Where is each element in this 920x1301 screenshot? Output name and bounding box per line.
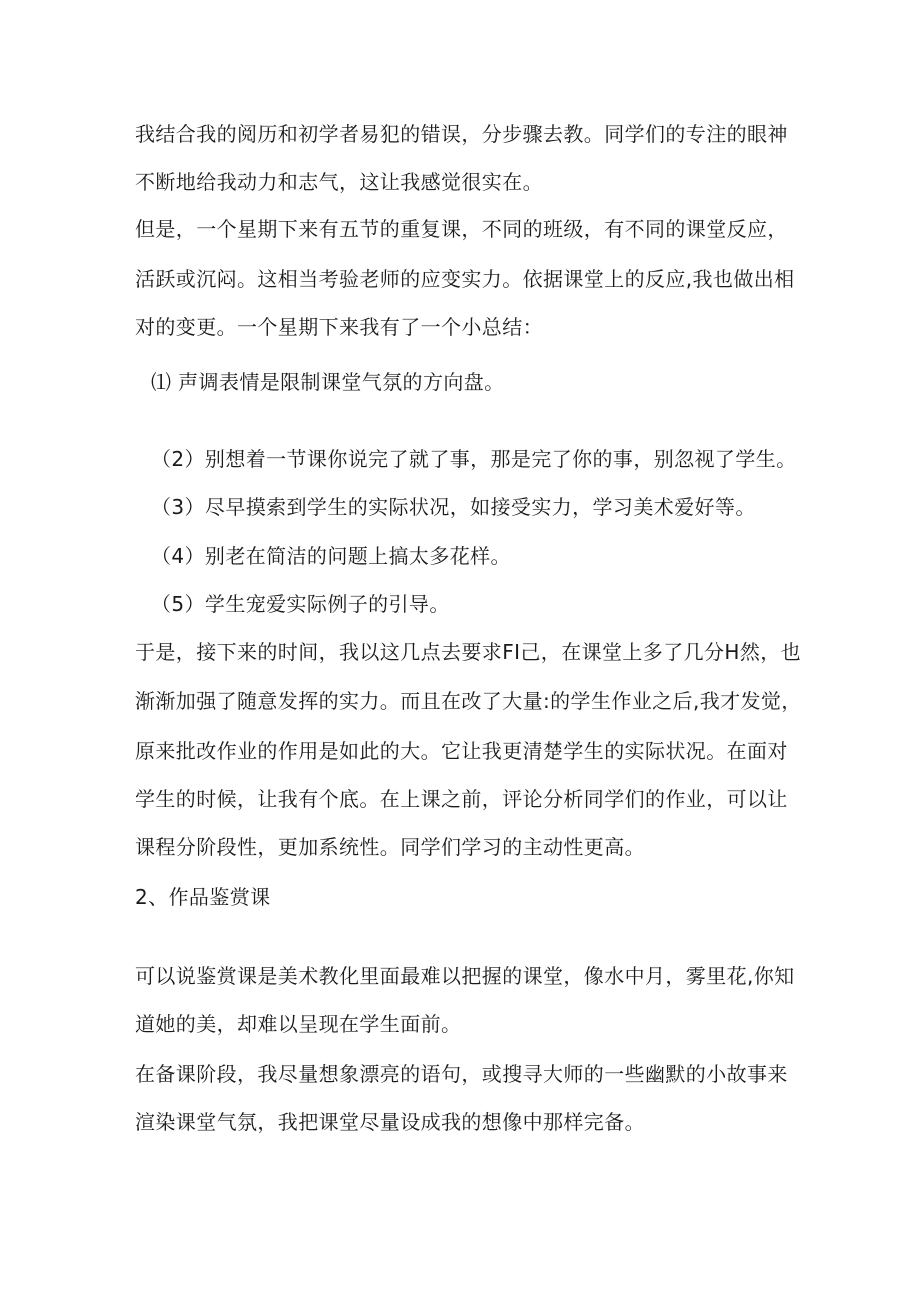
section-heading: 2、作品鉴赏课 <box>135 885 271 909</box>
paragraph-line: 学生的时候，让我有个底。在上课之前，评论分析同学们的作业，可以让 <box>135 787 788 811</box>
paragraph-line: 于是，接下来的时间，我以这几点去要求FI己，在课堂上多了几分H然，也 <box>135 640 802 664</box>
list-item: （5）学生宠爱实际例子的引导。 <box>151 592 450 616</box>
list-item: （3）尽早摸索到学生的实际状况，如接受实力，学习美术爱好等。 <box>151 495 756 519</box>
list-item: （4）别老在简洁的问题上搞太多花样。 <box>151 544 511 568</box>
paragraph-line: 对的变更。一个星期下来我有了一个小总结： <box>135 315 543 339</box>
paragraph-line: 活跃或沉闷。这相当考验老师的应变实力。依据课堂上的反应,我也做出相 <box>135 267 795 291</box>
paragraph-line: 道她的美，却难以呈现在学生面前。 <box>135 1012 462 1036</box>
paragraph-line: 渲染课堂气氛，我把课堂尽量设成我的想像中那样完备。 <box>135 1110 645 1134</box>
paragraph-line: 渐渐加强了随意发挥的实力。而且在改了大量:的学生作业之后,我才发觉， <box>135 689 802 713</box>
paragraph-line: 原来批改作业的作用是如此的大。它让我更清楚学生的实际状况。在面对 <box>135 739 788 763</box>
paragraph-line: 课程分阶段性，更加系统性。同学们学习的主动性更高。 <box>135 835 645 859</box>
paragraph-line: 不断地给我动力和志气，这让我感觉很实在。 <box>135 170 543 194</box>
paragraph-line: 但是，一个星期下来有五节的重复课，不同的班级，有不同的课堂反应， <box>135 217 788 241</box>
paragraph-line: 在备课阶段，我尽量想象漂亮的语句，或搜寻大师的一些幽默的小故事来 <box>135 1062 788 1086</box>
paragraph-line: 可以说鉴赏课是美术教化里面最难以把握的课堂，像水中月，雾里花,你知 <box>135 964 795 988</box>
list-item: ⑴ 声调表情是限制课堂气氛的方向盘。 <box>151 370 505 394</box>
list-item: （2）别想着一节课你说完了就了事，那是完了你的事，别忽视了学生。 <box>151 447 797 471</box>
paragraph-line: 我结合我的阅历和初学者易犯的错误，分步骤去教。同学们的专注的眼神 <box>135 122 788 146</box>
